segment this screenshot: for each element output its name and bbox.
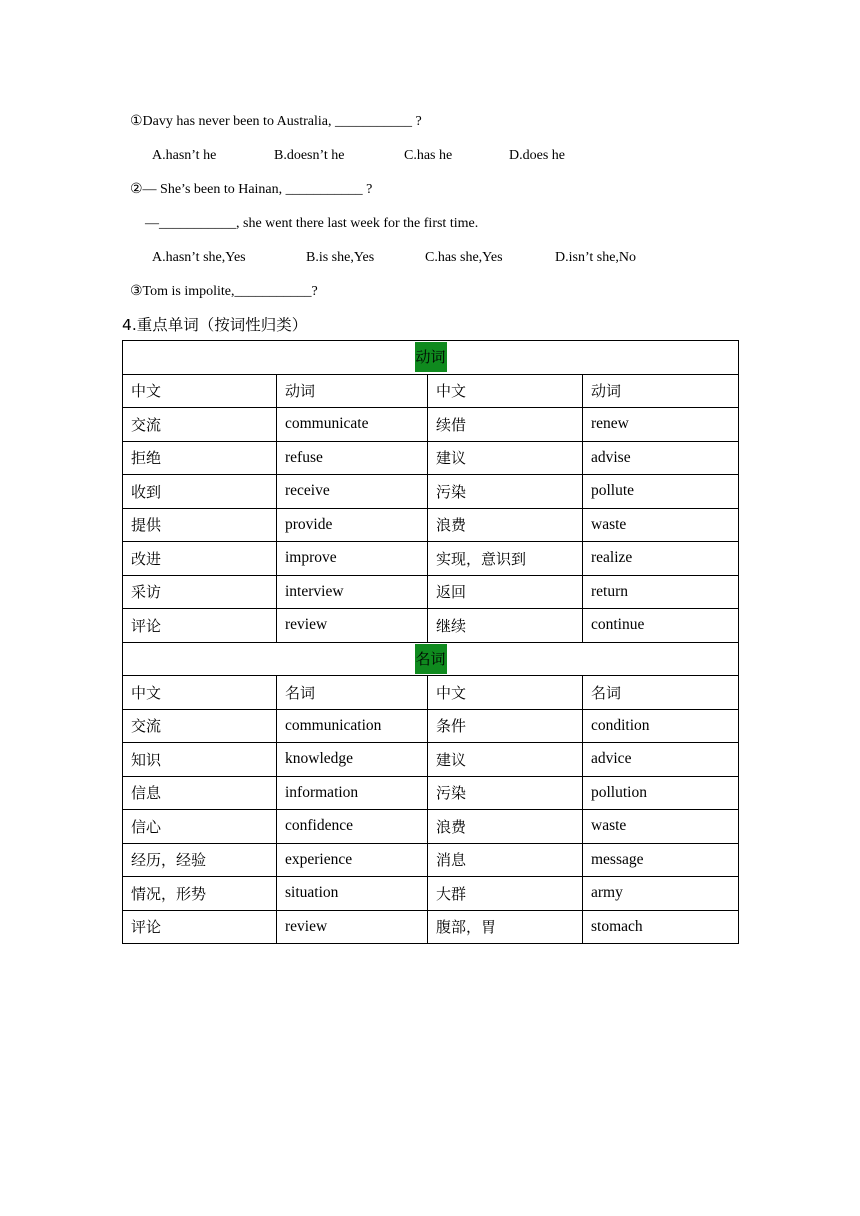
header-cell: 中文: [123, 676, 277, 710]
question-1-stem: ①Davy has never been to Australia, ___________ ?: [130, 114, 422, 129]
option-a: A.hasn’t he: [152, 148, 217, 163]
question-3-stem: ③Tom is impolite,___________?: [130, 284, 318, 299]
option-b: B.doesn’t he: [274, 148, 345, 163]
chinese-cell: 交流: [123, 709, 277, 743]
table-row: [123, 709, 739, 743]
english-cell: improve: [277, 542, 428, 576]
header-cell: 动词: [277, 374, 428, 408]
english-cell: continue: [583, 609, 739, 643]
chinese-cell: 拒绝: [123, 441, 277, 475]
english-cell: review: [277, 910, 428, 944]
table-row: [123, 575, 739, 609]
chinese-cell: 信心: [123, 810, 277, 844]
english-cell: stomach: [583, 910, 739, 944]
chinese-cell: 返回: [428, 575, 583, 609]
english-cell: pollution: [583, 776, 739, 810]
chinese-cell: 信息: [123, 776, 277, 810]
english-cell: advice: [583, 743, 739, 777]
chinese-cell: 实现，意识到: [428, 542, 583, 576]
option-c: C.has she,Yes: [425, 250, 503, 265]
chinese-cell: 腹部，胃: [428, 910, 583, 944]
question-2-response: —___________, she went there last week for the first time.: [145, 216, 479, 231]
vocab-table-body: [123, 341, 739, 944]
english-cell: condition: [583, 709, 739, 743]
table-row: [123, 877, 739, 911]
english-cell: realize: [583, 542, 739, 576]
english-cell: waste: [583, 508, 739, 542]
chinese-cell: 交流: [123, 408, 277, 442]
english-cell: communicate: [277, 408, 428, 442]
english-cell: army: [583, 877, 739, 911]
chinese-cell: 条件: [428, 709, 583, 743]
chinese-cell: 评论: [123, 609, 277, 643]
option-d: D.isn’t she,No: [555, 250, 637, 265]
chinese-cell: 浪费: [428, 508, 583, 542]
vocab-heading: 4.重点单词（按词性归类）: [122, 316, 308, 334]
table-row: [123, 910, 739, 944]
chinese-cell: 大群: [428, 877, 583, 911]
option-a: A.hasn’t she,Yes: [152, 250, 246, 265]
header-cell: 名词: [277, 676, 428, 710]
chinese-cell: 改进: [123, 542, 277, 576]
english-cell: refuse: [277, 441, 428, 475]
english-cell: message: [583, 843, 739, 877]
chinese-cell: 消息: [428, 843, 583, 877]
verbs-section-title: 动词: [415, 342, 447, 372]
table-row: [123, 508, 739, 542]
chinese-cell: 继续: [428, 609, 583, 643]
table-row: [123, 776, 739, 810]
english-cell: information: [277, 776, 428, 810]
english-cell: situation: [277, 877, 428, 911]
chinese-cell: 提供: [123, 508, 277, 542]
table-row: [123, 441, 739, 475]
chinese-cell: 浪费: [428, 810, 583, 844]
chinese-cell: 情况，形势: [123, 877, 277, 911]
english-cell: pollute: [583, 475, 739, 509]
english-cell: communication: [277, 709, 428, 743]
option-c: C.has he: [404, 148, 453, 163]
table-row: [123, 810, 739, 844]
chinese-cell: 建议: [428, 743, 583, 777]
chinese-cell: 收到: [123, 475, 277, 509]
vocab-table: [122, 340, 739, 944]
nouns-section-title: 名词: [415, 644, 447, 674]
verbs-section-row: [123, 341, 739, 375]
header-cell: 中文: [428, 374, 583, 408]
table-row: [123, 609, 739, 643]
chinese-cell: 经历，经验: [123, 843, 277, 877]
english-cell: renew: [583, 408, 739, 442]
english-cell: interview: [277, 575, 428, 609]
header-cell: 中文: [123, 374, 277, 408]
verbs-section-cell: [123, 341, 739, 375]
nouns-section-cell: [123, 642, 739, 676]
nouns-section-row: [123, 642, 739, 676]
header-cell: 名词: [583, 676, 739, 710]
chinese-cell: 评论: [123, 910, 277, 944]
option-d: D.does he: [509, 148, 565, 163]
english-cell: provide: [277, 508, 428, 542]
english-cell: return: [583, 575, 739, 609]
chinese-cell: 污染: [428, 776, 583, 810]
chinese-cell: 续借: [428, 408, 583, 442]
chinese-cell: 知识: [123, 743, 277, 777]
table-row: [123, 408, 739, 442]
english-cell: knowledge: [277, 743, 428, 777]
header-cell: 中文: [428, 676, 583, 710]
english-cell: receive: [277, 475, 428, 509]
nouns-header-row: [123, 676, 739, 710]
option-b: B.is she,Yes: [306, 250, 375, 265]
english-cell: experience: [277, 843, 428, 877]
header-cell: 动词: [583, 374, 739, 408]
english-cell: advise: [583, 441, 739, 475]
english-cell: review: [277, 609, 428, 643]
table-row: [123, 843, 739, 877]
english-cell: confidence: [277, 810, 428, 844]
table-row: [123, 743, 739, 777]
question-2-stem: ②— She’s been to Hainan, ___________ ?: [130, 182, 373, 197]
verbs-header-row: [123, 374, 739, 408]
chinese-cell: 建议: [428, 441, 583, 475]
chinese-cell: 污染: [428, 475, 583, 509]
table-row: [123, 542, 739, 576]
table-row: [123, 475, 739, 509]
chinese-cell: 采访: [123, 575, 277, 609]
english-cell: waste: [583, 810, 739, 844]
